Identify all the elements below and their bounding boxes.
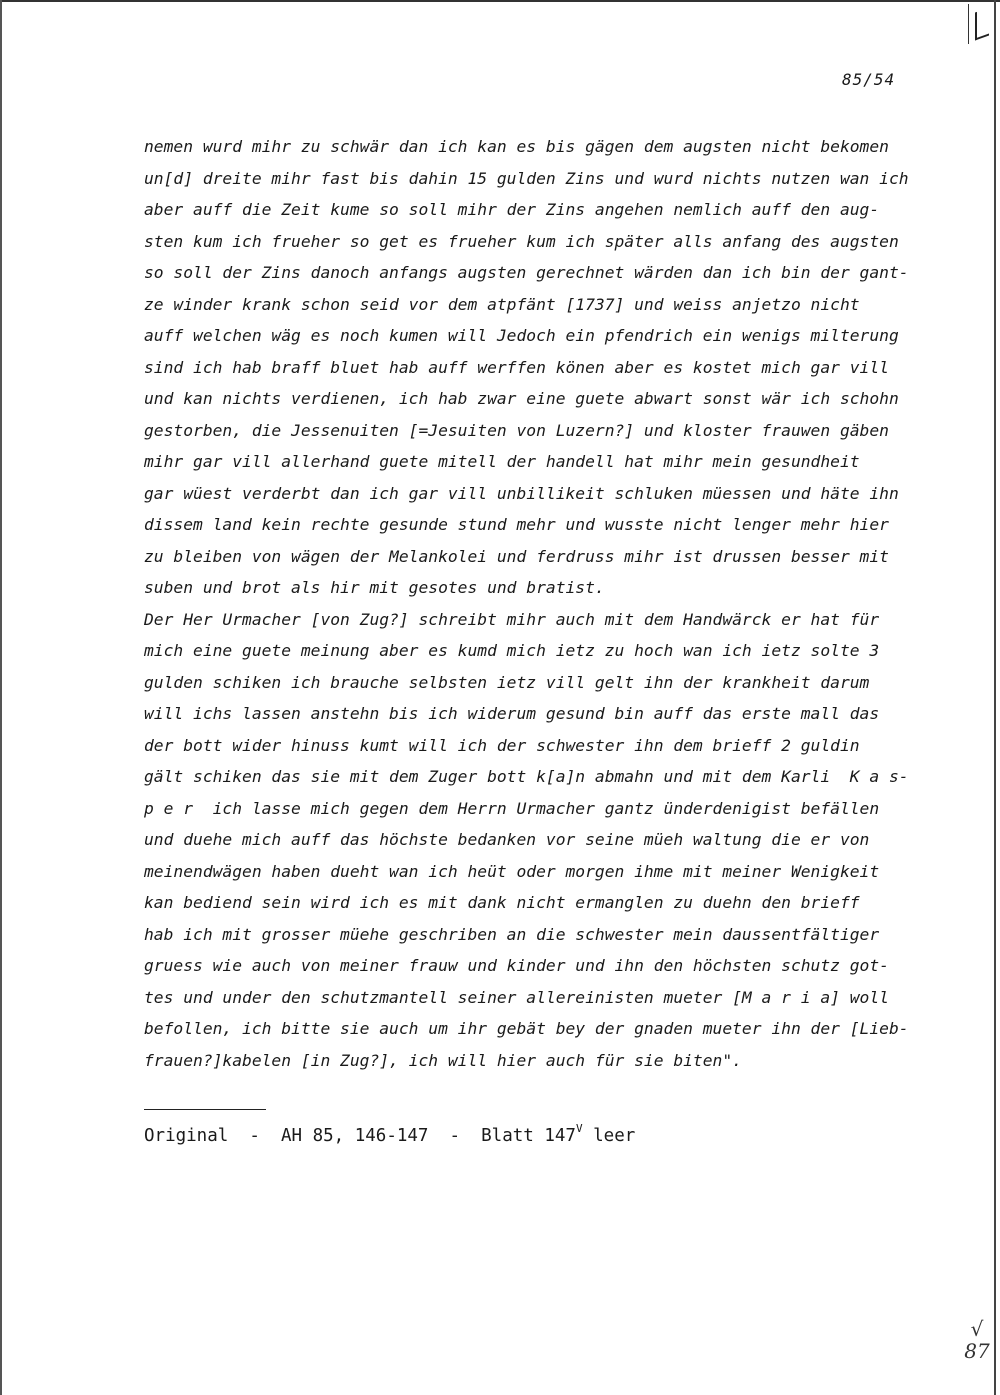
page-number: 85/54	[842, 70, 896, 89]
text-line: zu bleiben von wägen der Melankolei und ferdruss mihr ist drussen besser mit	[144, 546, 889, 566]
text-line: auff welchen wäg es noch kumen will Jedoch ein pfendrich ein wenigs milterung	[144, 326, 899, 345]
check-mark-icon: √	[970, 1317, 984, 1341]
text-line: Der Her Urmacher [von Zug?] schreibt mihr auch mit dem Handwärck er hat für	[144, 609, 880, 629]
text-line: dissem land kein rechte gesunde stund mehr und wusste nicht lenger mehr hier	[144, 515, 889, 534]
text-line: ze winder krank schon seid vor dem atpfänt [1737] und weiss anjetzo nicht	[144, 294, 860, 314]
text-line: gruess wie auch von meiner frauw und kinder und ihn den höchsten schutz got-	[144, 956, 889, 975]
text-line: gestorben, die Jessenuiten [=Jesuiten von Luzern?] und kloster frauwen gäben	[144, 420, 889, 440]
text-line: und duehe mich auff das höchste bedanken vor seine müeh waltung die er von	[144, 830, 870, 849]
text-line: sind ich hab braff bluet hab auff werffen könen aber es kostet mich gar vill	[144, 357, 889, 377]
handwritten-number: 87	[964, 1339, 990, 1363]
text-line: nemen wurd mihr zu schwär dan ich kan es bis gägen dem augsten nicht bekomen	[144, 137, 889, 156]
text-line: aber auff die Zeit kume so soll mihr der Zins angehen nemlich auff den aug-	[144, 200, 880, 219]
text-line: will ichs lassen anstehn bis ich widerum gesund bin auff das erste mall das	[144, 704, 880, 723]
footnote-suffix: leer	[582, 1125, 636, 1146]
text-line: mihr gar vill allerhand guete mitell der handell hat mihr mein gesundheit	[144, 452, 860, 471]
text-line: sten kum ich frueher so get es frueher kum ich später alls anfang des augsten	[144, 231, 899, 251]
text-line: hab ich mit grosser müehe geschriben an die schwester mein daussentfältiger	[144, 924, 880, 944]
scan-edge-top	[0, 0, 1000, 2]
letter-body-text	[144, 131, 934, 1076]
text-line: gar wüest verderbt dan ich gar vill unbillikeit schluken müessen und häte ihn	[144, 483, 899, 503]
text-line: tes und under den schutzmantell seiner allereinisten mueter [M a r i a] woll	[144, 987, 889, 1007]
footnote-source	[144, 1116, 844, 1151]
text-line: p e r ich lasse mich gegen dem Herrn Urmacher gantz ünderdenigist befällen	[144, 798, 880, 818]
footnote-superscript: V	[575, 1122, 583, 1135]
text-line: meinendwägen haben dueht wan ich heüt oder morgen ihme mit meiner Wenigkeit	[144, 861, 880, 881]
corner-stamp-icon	[968, 4, 995, 44]
text-line: frauen?]kabelen [in Zug?], ich will hier auch für sie biten".	[144, 1050, 742, 1070]
scan-edge-left	[0, 0, 2, 1395]
text-line: kan bediend sein wird ich es mit dank nicht ermanglen zu duehn den brieff	[144, 893, 860, 912]
text-line: befollen, ich bitte sie auch um ihr gebät bey der gnaden mueter ihn der [Lieb-	[144, 1019, 909, 1038]
scan-edge-right	[994, 0, 996, 1395]
text-line: gulden schiken ich brauche selbsten ietz vill gelt ihn der krankheit darum	[144, 672, 870, 692]
text-line: suben und brot als hir mit gesotes und bratist.	[144, 578, 605, 597]
footnote-text: Original - AH 85, 146-147 - Blatt 147	[144, 1125, 576, 1146]
text-line: un[d] dreite mihr fast bis dahin 15 gulden Zins und wurd nichts nutzen wan ich	[144, 168, 909, 188]
footnote-divider	[144, 1109, 266, 1110]
text-line: der bott wider hinuss kumt will ich der schwester ihn dem brieff 2 guldin	[144, 735, 860, 755]
text-line: so soll der Zins danoch anfangs augsten gerechnet wärden dan ich bin der gant-	[144, 263, 909, 282]
text-line: gält schiken das sie mit dem Zuger bott k[a]n abmahn und mit dem Karli K a s-	[144, 767, 909, 786]
handwritten-note	[960, 1318, 994, 1362]
text-line: und kan nichts verdienen, ich hab zwar eine guete abwart sonst wär ich schohn	[144, 389, 899, 408]
text-line: mich eine guete meinung aber es kumd mich ietz zu hoch wan ich ietz solte 3	[144, 641, 880, 660]
